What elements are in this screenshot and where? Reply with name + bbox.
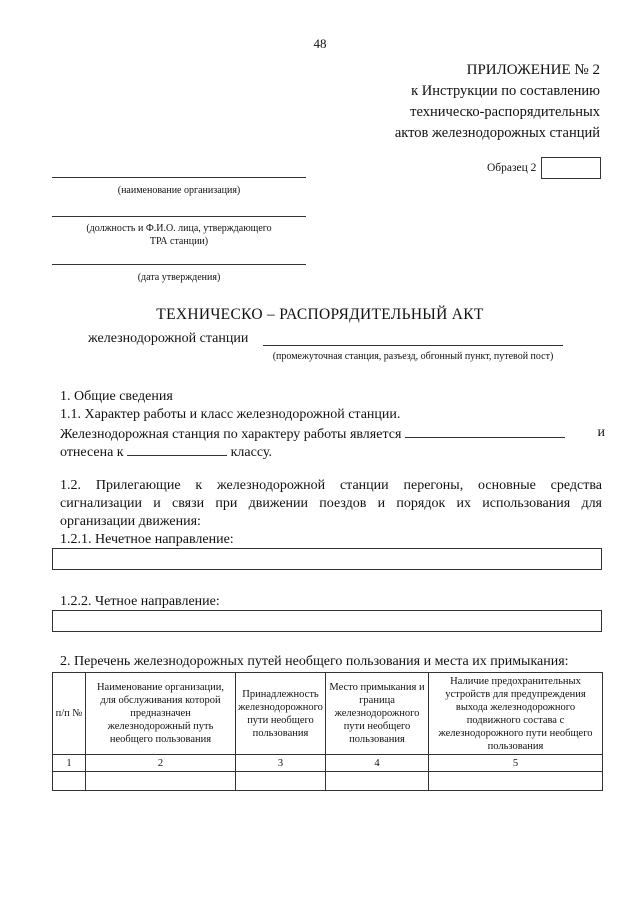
- character-line: [60, 424, 605, 444]
- odd-direction-field[interactable]: [52, 548, 602, 570]
- column-number-4: 4: [326, 755, 429, 772]
- sample-number-box[interactable]: [541, 157, 601, 179]
- table-cell[interactable]: [236, 772, 326, 791]
- character-blank[interactable]: [405, 424, 565, 438]
- station-name-line[interactable]: [263, 345, 563, 346]
- table-row: [53, 772, 603, 791]
- table-cell[interactable]: [326, 772, 429, 791]
- class-blank[interactable]: [127, 442, 227, 456]
- section-2-heading: 2. Перечень железнодорожных путей необщего пользования и места их примыкания:: [60, 654, 569, 669]
- column-header-ownership: Принадлежность железнодорожного пути необщего пользования: [236, 673, 326, 755]
- organization-line[interactable]: [52, 177, 306, 178]
- approver-caption: [52, 222, 306, 248]
- approver-caption-line-2: ТРА станции): [149, 236, 209, 247]
- appendix-header: [395, 60, 600, 144]
- act-title: ТЕХНИЧЕСКО – РАСПОРЯДИТЕЛЬНЫЙ АКТ: [156, 306, 484, 323]
- column-number-5: 5: [429, 755, 603, 772]
- organization-caption: (наименование организация): [117, 185, 241, 196]
- date-line[interactable]: [52, 264, 306, 265]
- column-number-2: 2: [86, 755, 236, 772]
- station-label: железнодорожной станции: [88, 331, 249, 346]
- column-number-1: 1: [53, 755, 86, 772]
- column-header-number: п/п №: [53, 673, 86, 755]
- table-cell[interactable]: [53, 772, 86, 791]
- column-number-3: 3: [236, 755, 326, 772]
- column-header-organization: Наименование организации, для обслуживания которой предназначен железнодорожный путь необщего пользования: [86, 673, 236, 755]
- class-end: классу.: [230, 445, 272, 460]
- station-caption: (промежуточная станция, разъезд, обгонный пункт, путевой пост): [272, 351, 554, 362]
- sidings-table: [52, 672, 603, 791]
- column-header-safety-devices: Наличие предохранительных устройств для предупреждения выхода железнодорожного подвижного состава с железнодорожного пути необщего пользования: [429, 673, 603, 755]
- table-cell[interactable]: [86, 772, 236, 791]
- section-1-heading: 1. Общие сведения: [60, 389, 173, 404]
- class-line: [60, 442, 272, 462]
- column-header-junction: Место примыкания и граница железнодорожного пути необщего пользования: [326, 673, 429, 755]
- character-label: Железнодорожная станция по характеру работы является: [60, 427, 402, 442]
- item-1-1: 1.1. Характер работы и класс железнодорожной станции.: [60, 407, 401, 422]
- appendix-line-2: техническо-распорядительных: [410, 104, 600, 120]
- date-caption: (дата утверждения): [137, 272, 221, 283]
- page-number: 48: [313, 36, 327, 51]
- appendix-line-1: к Инструкции по составлению: [411, 83, 600, 99]
- appendix-title: ПРИЛОЖЕНИЕ № 2: [466, 62, 600, 78]
- item-1-2: 1.2. Прилегающие к железнодорожной станции перегоны, основные средства сигнализации и связи при движении поездов и порядок их использования для организации движения:: [60, 478, 602, 529]
- approver-caption-line-1: (должность и Ф.И.О. лица, утверждающего: [86, 223, 272, 234]
- column-number-row: [53, 755, 603, 772]
- even-direction-field[interactable]: [52, 610, 602, 632]
- appendix-line-3: актов железнодорожных станций: [394, 125, 600, 141]
- character-end: и: [597, 425, 605, 440]
- table-header-row: [53, 673, 603, 755]
- table-cell[interactable]: [429, 772, 603, 791]
- approver-line[interactable]: [52, 216, 306, 217]
- item-1-2-2: 1.2.2. Четное направление:: [60, 594, 220, 609]
- item-1-2-1: 1.2.1. Нечетное направление:: [60, 532, 234, 547]
- sample-label: Образец 2: [487, 162, 537, 174]
- class-label: отнесена к: [60, 445, 124, 460]
